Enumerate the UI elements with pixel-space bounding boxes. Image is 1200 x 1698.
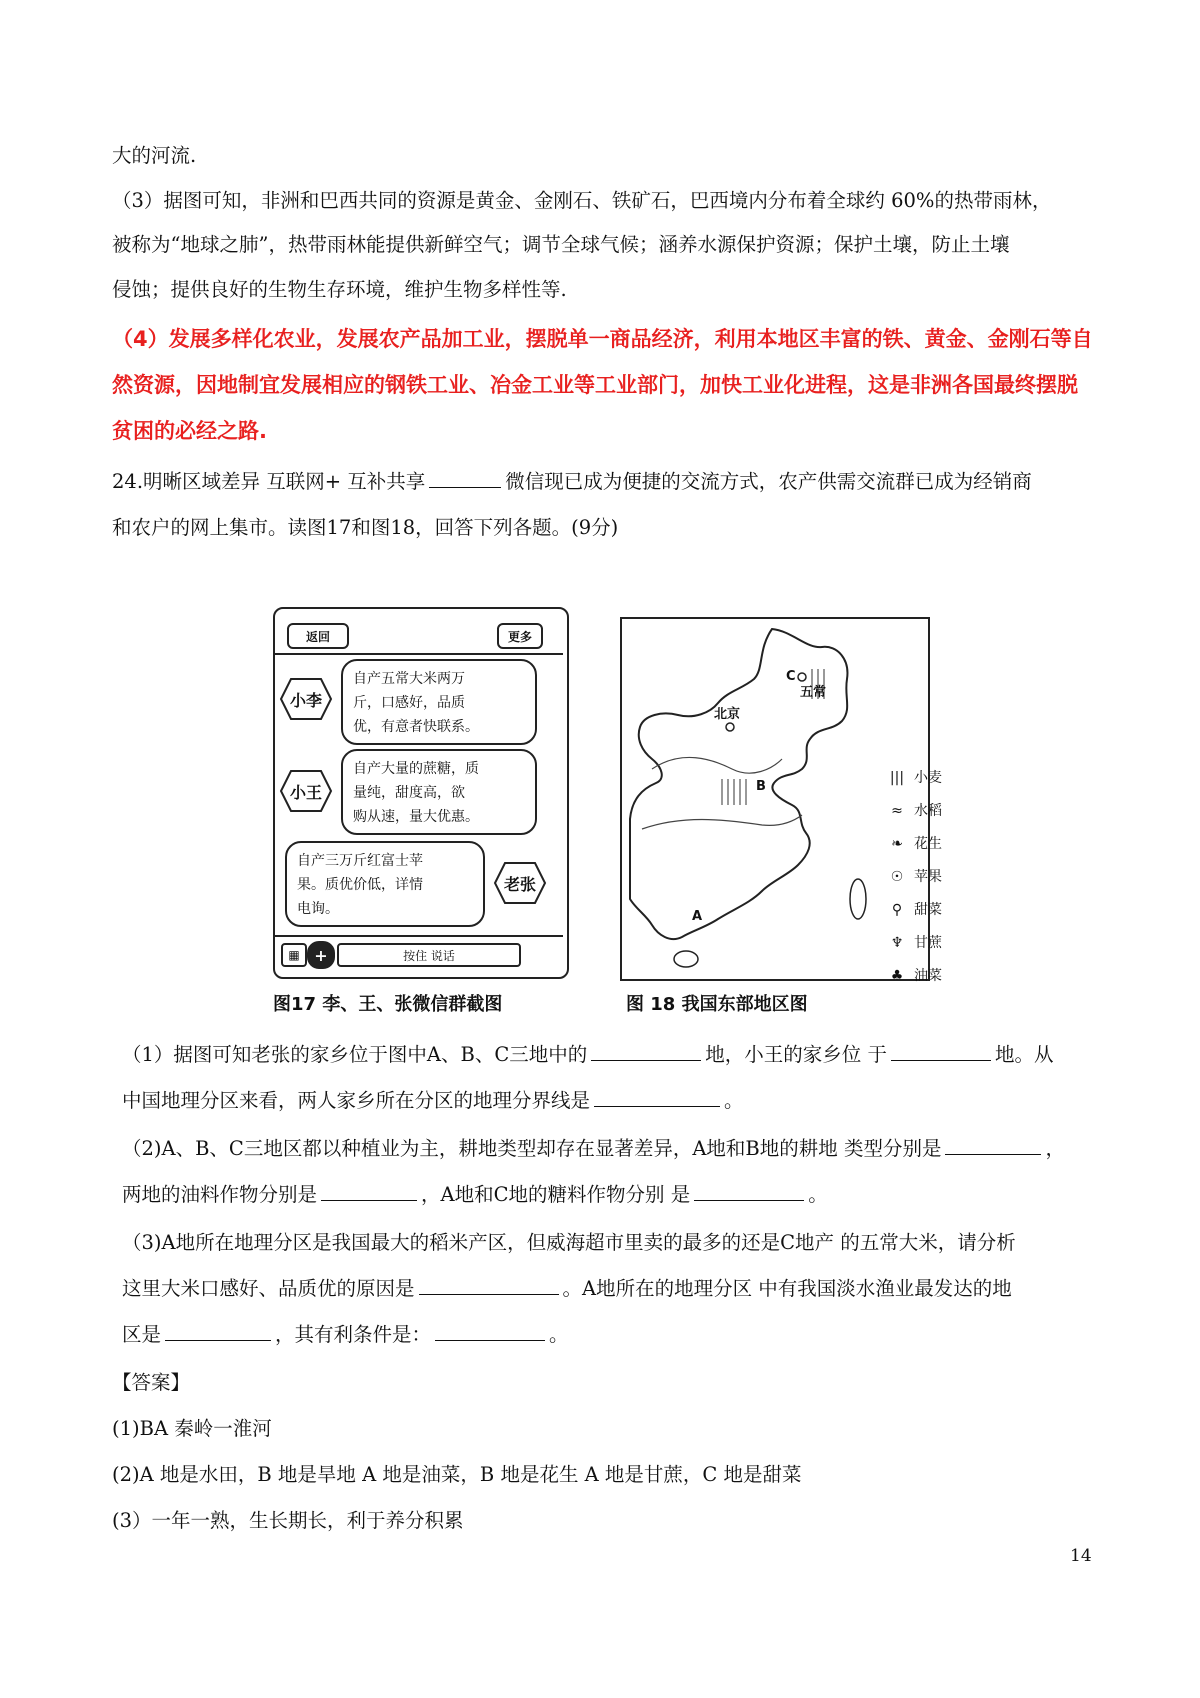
- hainan-island: [674, 951, 698, 967]
- map-label-a: A: [692, 909, 703, 924]
- answer-blank: [165, 1320, 271, 1341]
- page-number: 14: [1070, 1546, 1092, 1566]
- apple-icon: ☉: [890, 869, 904, 885]
- q3-answer-line-2: 被称为“地球之肺”，热带雨林能提供新鲜空气；调节全球气候；涵养水源保护资源；保护土壤，防止土壤: [112, 233, 1010, 256]
- question-text: （1）据图可知老张的家乡位于图中A、B、C三地中的: [122, 1043, 588, 1066]
- answer-blank: [435, 1320, 545, 1341]
- beijing-marker: [726, 723, 734, 731]
- map-label-wuchang: 五常: [800, 685, 827, 700]
- q4-answer-line-3: 贫困的必经之路.: [112, 419, 267, 443]
- question-text: 中国地理分区来看，两人家乡所在分区的地理分界线是: [122, 1089, 591, 1112]
- answer-blank: [591, 1040, 701, 1061]
- legend-label: 苹果: [914, 869, 942, 885]
- question-text: ，A地和C地的糖料作物分别 是: [421, 1183, 691, 1206]
- answer-3: (3）一年一熟，生长期长，利于养分积累: [112, 1509, 464, 1532]
- legend-label: 甜菜: [914, 902, 942, 918]
- figure-18-map: [620, 617, 930, 981]
- keyboard-icon: ▦: [281, 943, 307, 967]
- map-label-b: B: [756, 779, 766, 794]
- question-text: 地。从: [994, 1043, 1054, 1066]
- q3-answer-line-3: 侵蚀；提供良好的生物生存环境，维护生物多样性等.: [112, 278, 567, 301]
- answer-heading: 【答案】: [112, 1371, 191, 1394]
- sugarcane-icon: ♆: [890, 935, 904, 951]
- q4-answer-line-1: （4）发展多样化农业，发展农产品加工业，摆脱单一商品经济，利用本地区丰富的铁、黄金、金刚石等自: [112, 327, 1093, 351]
- figure-17-caption: 图17 李、王、张微信群截图: [273, 994, 503, 1015]
- avatar-name-wang: 小王: [289, 782, 322, 802]
- question-24-line-2: 和农户的网上集市。读图17和图18，回答下列各题。(9分): [112, 516, 619, 539]
- answer-1: (1)BA 秦岭一淮河: [112, 1417, 272, 1440]
- subquestion-3-line-1: （3)A地所在地理分区是我国最大的稻米产区，但威海超市里卖的最多的还是C地产 的五常大米，请分析: [122, 1231, 1016, 1254]
- message-text: 量纯，甜度高，欲: [353, 785, 465, 801]
- answer-blank: [694, 1180, 804, 1201]
- question-24-title: 24.明晰区域差异 互联网+ 互补共享: [112, 470, 426, 493]
- answer-blank: [891, 1040, 991, 1061]
- message-bubble-wang: [341, 749, 537, 835]
- question-text: （2)A、B、C三地区都以种植业为主，耕地类型却存在显著差异，A地和B地的耕地 类型分别是: [122, 1137, 942, 1160]
- question-text: 。: [724, 1089, 744, 1112]
- avatar-name-zhang: 老张: [503, 874, 536, 894]
- q3-answer-line-1: （3）据图可知，非洲和巴西共同的资源是黄金、金刚石、铁矿石，巴西境内分布着全球约 60%的热带雨林，: [112, 189, 1052, 212]
- question-text: ，其有利条件是：: [275, 1323, 432, 1346]
- plus-icon: +: [307, 941, 335, 969]
- question-text: 这里大米口感好、品质优的原因是: [122, 1277, 415, 1300]
- message-text: 电询。: [297, 901, 339, 917]
- figure-17-wechat-screenshot: [273, 607, 569, 979]
- message-text: 果。质优价低，详情: [297, 877, 423, 893]
- taiwan-island: [850, 879, 866, 919]
- message-bubble-zhang: [285, 841, 485, 927]
- east-china-map: [622, 619, 924, 975]
- subquestion-3-line-2: [122, 1274, 1012, 1304]
- legend-label: 花生: [914, 836, 942, 852]
- header-divider: [275, 653, 563, 655]
- answer-blank: [419, 1274, 559, 1295]
- subquestion-3-line-3: [122, 1320, 569, 1350]
- peanut-icon: ❧: [891, 836, 903, 852]
- question-text: 地，小王的家乡位 于: [705, 1043, 887, 1066]
- question-text: 。: [808, 1183, 828, 1206]
- message-text: 优，有意者快联系。: [353, 719, 479, 735]
- back-button: 返回: [287, 623, 349, 649]
- legend-label: 油菜: [914, 968, 942, 984]
- text-line: 大的河流.: [112, 144, 197, 167]
- coastline-boundary: [630, 629, 847, 939]
- message-text: 斤，口感好，品质: [353, 695, 465, 711]
- subquestion-1-line-2: [122, 1086, 744, 1116]
- legend-item: [886, 800, 942, 820]
- message-text: 购从速，量大优惠。: [353, 809, 479, 825]
- question-text: 区是: [122, 1323, 162, 1346]
- question-24-text: 微信现已成为便捷的交流方式，农产供需交流群已成为经销商: [505, 470, 1032, 493]
- wuchang-marker: [798, 673, 806, 681]
- regional-boundary: [652, 757, 782, 773]
- message-bubble-li: [341, 659, 537, 745]
- answer-blank: [429, 467, 501, 488]
- legend-item: [886, 899, 942, 919]
- rice-icon: ≈: [891, 803, 903, 819]
- rapeseed-icon: ♣: [890, 968, 904, 984]
- question-24-line-1: [112, 467, 1032, 497]
- question-text: 。A地所在的地理分区 中有我国淡水渔业最发达的地: [562, 1277, 1012, 1300]
- more-button: 更多: [497, 623, 543, 649]
- legend-item: [886, 866, 942, 886]
- legend-item: [886, 932, 942, 952]
- legend-label: 小麦: [914, 770, 942, 786]
- answer-2: (2)A 地是水田，B 地是旱地 A 地是油菜，B 地是花生 A 地是甘蔗，C 地是甜菜: [112, 1463, 802, 1486]
- subquestion-1-line-1: [122, 1040, 1053, 1070]
- legend-item: [886, 767, 942, 787]
- map-label-beijing: 北京: [714, 707, 741, 722]
- question-text: 。: [549, 1323, 569, 1346]
- hold-to-talk-button: 按住 说话: [337, 943, 521, 967]
- q4-answer-line-2: 然资源，因地制宜发展相应的钢铁工业、冶金工业等工业部门，加快工业化进程，这是非洲各国最终摆脱: [112, 373, 1078, 397]
- subquestion-2-line-2: [122, 1180, 828, 1210]
- sugar-beet-icon: ⚲: [891, 902, 903, 918]
- legend-item: [886, 833, 942, 853]
- answer-blank: [945, 1134, 1041, 1155]
- footer-divider: [275, 935, 563, 937]
- message-text: 自产大量的蔗糖，质: [353, 761, 479, 777]
- figure-18-caption: 图 18 我国东部地区图: [626, 994, 808, 1015]
- question-text: 两地的油料作物分别是: [122, 1183, 318, 1206]
- map-label-c: C: [786, 669, 796, 684]
- message-text: 自产五常大米两万: [353, 671, 465, 687]
- qinling-huaihe-line: [642, 815, 802, 829]
- answer-blank: [321, 1180, 417, 1201]
- question-text: ，: [1045, 1137, 1065, 1160]
- legend-label: 水稻: [914, 803, 942, 819]
- avatar-name-li: 小李: [289, 690, 322, 710]
- legend-item: [886, 965, 942, 985]
- message-text: 自产三万斤红富士苹: [297, 853, 423, 869]
- legend-label: 甘蔗: [914, 935, 942, 951]
- wheat-icon: |||: [889, 770, 905, 786]
- subquestion-2-line-1: [122, 1134, 1065, 1164]
- answer-blank: [594, 1086, 720, 1107]
